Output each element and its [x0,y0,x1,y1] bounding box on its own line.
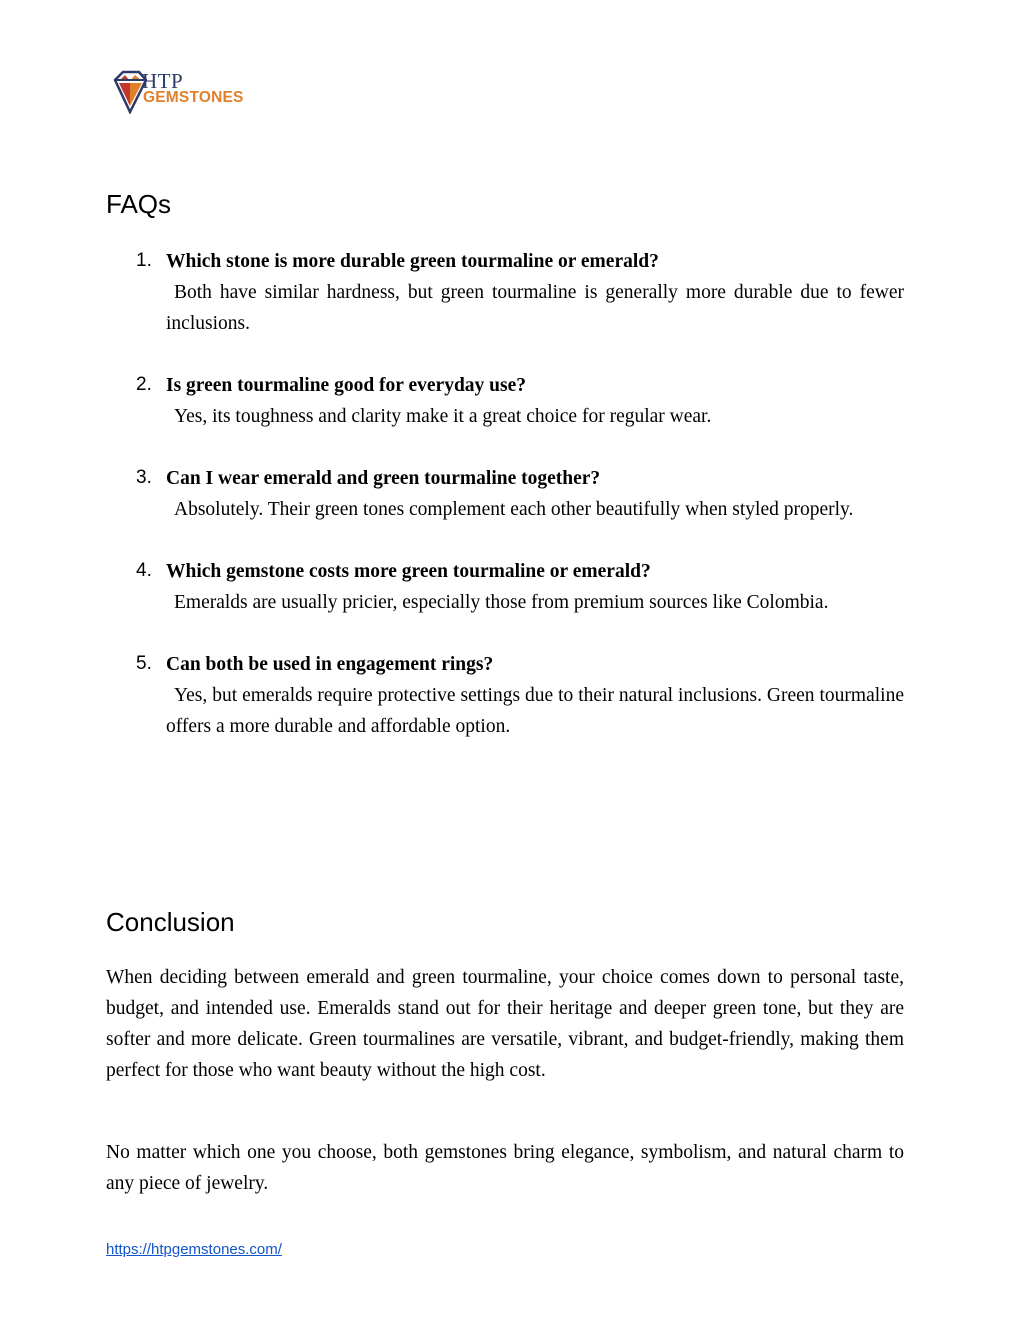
conclusion-heading: Conclusion [106,907,235,937]
faq-item [106,556,904,618]
faq-question: Can I wear emerald and green tourmaline together? [166,468,601,489]
faq-item [106,370,904,432]
faq-item [106,246,904,339]
faq-number: 5. [136,653,152,674]
faq-item [106,649,904,742]
faq-answer: Yes, its toughness and clarity make it a great choice for regular wear. [174,406,712,427]
faq-question: Which gemstone costs more green tourmaline or emerald? [166,561,651,582]
logo-htp-text: HTP [142,69,184,93]
htp-gemstones-logo [113,68,273,116]
faq-question: Can both be used in engagement rings? [166,654,494,675]
logo-gemstones-text: GEMSTONES [143,89,244,106]
faq-number: 1. [136,250,152,271]
faq-answer: Emeralds are usually pricier, especially those from premium sources like Colombia. [174,592,829,613]
faq-question: Which stone is more durable green tourmaline or emerald? [166,251,659,272]
faqs-heading: FAQs [106,189,172,219]
faq-number: 4. [136,560,152,581]
faq-list [106,246,904,773]
faq-number: 2. [136,374,152,395]
faq-question: Is green tourmaline good for everyday use? [166,375,526,396]
website-link[interactable]: https://htpgemstones.com/ [106,1241,282,1258]
faq-answer: Yes, but emeralds require protective settings due to their natural inclusions. Green tourmaline offers a more durable and affordable option. [166,685,904,737]
conclusion-paragraph: When deciding between emerald and green tourmaline, your choice comes down to personal taste, budget, and intended use. Emeralds stand out for their heritage and deeper green tone, but they are softer and more delicate. Green tourmalines are versatile, vibrant, and budget-friendly, making them perfect for those who want beauty without the high cost. [106,967,904,1081]
faq-answer: Absolutely. Their green tones complement each other beautifully when styled properly. [174,499,854,520]
faq-answer: Both have similar hardness, but green tourmaline is generally more durable due to fewer inclusions. [166,282,904,334]
faq-item [106,463,904,525]
conclusion-paragraph: No matter which one you choose, both gemstones bring elegance, symbolism, and natural charm to any piece of jewelry. [106,1142,904,1194]
faq-number: 3. [136,467,152,488]
